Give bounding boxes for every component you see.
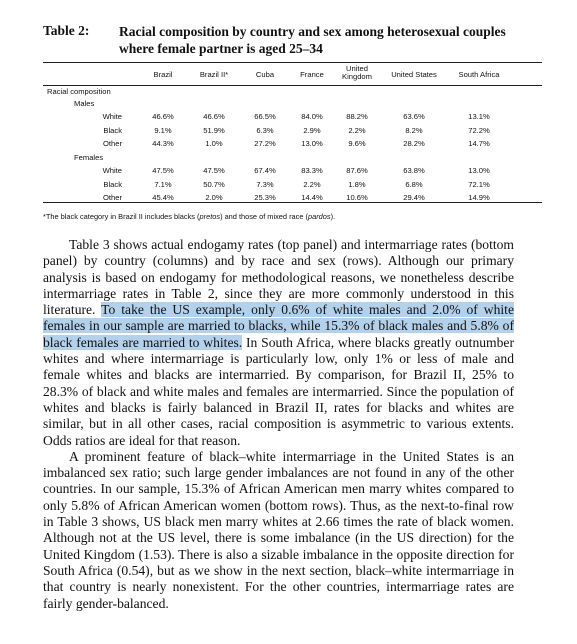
column-header: Brazil [153,70,173,79]
column-header: Brazil II* [199,70,229,79]
table-cell: 66.5% [254,112,276,121]
table-cell: 6.8% [405,179,423,189]
column-header: Cuba [255,70,275,79]
table-cell: 1.8% [348,179,366,189]
footnote-term-pardos: pardos [307,212,331,221]
row-label: Other [103,193,122,202]
table-cell: 13.0% [468,166,490,175]
table-cell: 28.2% [403,139,425,148]
table-cell: 51.9% [203,125,225,135]
table-cell: 2.0% [205,193,223,202]
table-cell: 8.2% [405,125,423,135]
footnote-term-pretos: pretos [199,212,221,221]
stub-header: Racial composition [47,87,111,96]
row-label: White [102,166,122,175]
table-cell: 84.0% [301,112,323,121]
table-top-rule [43,62,542,63]
row-label: Black [103,125,122,135]
table-cell: 9.1% [154,125,172,135]
column-header: United States [391,70,437,79]
table-label: Table 2: [43,23,90,38]
body-text [43,237,514,612]
table-cell: 6.3% [256,125,274,135]
table-title: Racial composition by country and sex among heterosexual couples where female partner is aged 25–34 [119,24,506,56]
table-cell: 45.4% [152,193,174,202]
table-cell: 25.3% [254,193,276,202]
table-cell: 29.4% [403,193,425,202]
table-cell: 72.2% [468,125,490,135]
table-cell: 2.2% [348,125,366,135]
table-cell: 14.9% [468,193,490,202]
table-cell: 63.6% [403,112,425,121]
table-cell: 46.6% [203,112,225,121]
table-cell: 72.1% [468,179,490,189]
column-header: France [300,70,324,79]
table-cell: 46.6% [152,112,174,121]
table-cell: 1.0% [205,139,223,148]
table-cell: 9.6% [348,139,366,148]
row-label: White [102,112,122,121]
table-cell: 88.2% [346,112,368,121]
row-label: Other [103,139,122,148]
table-cell: 10.6% [346,193,368,202]
table-cell: 27.2% [254,139,276,148]
table-bottom-rule [43,202,542,203]
table-cell: 67.4% [254,166,276,175]
table-cell: 50.7% [203,179,225,189]
row-label: Black [103,179,122,189]
table-cell: 87.6% [346,166,368,175]
group-label: Males [74,99,95,108]
column-header: South Africa [458,70,500,79]
table-cell: 14.7% [468,139,490,148]
table-cell: 13.1% [468,112,490,121]
table-header-rule [43,85,542,86]
paragraph-2: A prominent feature of black–white intermarriage in the United States is an imbalanced sex ratio; such large gender imbalances are not found in any of the other countries. In our sample, 15.3% of African American men marry whites compared to only 5.8% of African American women (bottom rows). Thus, as the next-to-final row in Table 3 shows, US black men marry whites at 2.66 times the rate of black women. Although not at the US level, there is some imbalance (in the US direction) for the United Kingdom (1.53). There is also a sizable imbalance in the opposite direction for South Africa (0.54), but as we show in the next section, black–white intermarriage in that country is nearly nonexistent. For the other countries, intermarriage rates are fairly gender-balanced. [43,448,514,611]
table-cell: 13.0% [301,139,323,148]
table-cell: 47.5% [203,166,225,175]
table-cell: 44.3% [152,139,174,148]
group-label: Females [74,153,104,162]
table-cell: 7.1% [154,179,172,189]
table-cell: 7.3% [256,179,274,189]
table-cell: 2.2% [303,179,321,189]
table-cell: 63.8% [403,166,425,175]
table-cell: 47.5% [152,166,174,175]
paragraph-1: Table 3 shows actual endogamy rates (top panel) and intermarriage rates (bottom panel) by country (columns) and by race and sex (rows). Although our primary analysis is based on endogamy for methodological reasons, we nonetheless describe intermarriage rates in Table 2, since they are more commonly understood in this literature. To take the US example, only 0.6% of white males and 2.0% of white females in our sample are married to blacks, while 15.3% of black males and 5.8% of black females are married to whites. In South Africa, where blacks greatly outnumber whites and where intermarriage is particularly low, only 1% or less of male and female whites and blacks are intermarried. By comparison, for Brazil II, 25% to 28.3% of black and white males and females are intermarried. Since the population of whites and blacks is fairly balanced in Brazil II, rates for blacks and whites are similar, but in all other cases, racial composition is asymmetric to various extents. Odds ratios are ideal for that reason. [43,237,514,448]
table-cell: 14.4% [301,193,323,202]
highlighted-text[interactable]: To take the US example, only 0.6% of white males and 2.0% of white females in our sample are married to blacks, while 15.3% of black males and 5.8% of black females are married to whites. [43,302,514,350]
column-header: United Kingdom [342,64,372,81]
table-footnote: *The black category in Brazil II includes blacks (pretos) and those of mixed race (pardos). [43,212,336,221]
table-cell: 2.9% [303,125,321,135]
table-cell: 83.3% [301,166,323,175]
